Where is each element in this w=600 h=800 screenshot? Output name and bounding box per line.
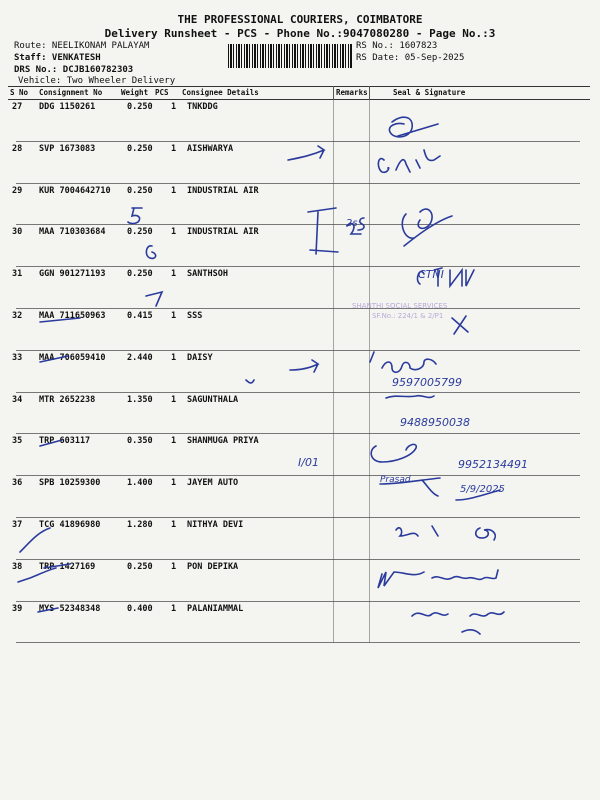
cell-pcs: 1 <box>171 311 177 321</box>
cell-sno: 37 <box>12 520 23 530</box>
cell-weight: 0.250 <box>127 269 153 280</box>
cell-consignment: MAA 711650963 <box>39 311 106 321</box>
phone-34: 9488950038 <box>400 416 470 429</box>
cell-consignee: SSS <box>187 311 203 321</box>
cell-consignment: KUR 7004642710 <box>39 185 111 196</box>
stamp-line-2: SF.No.: 224/1 & 2/P1 <box>372 312 444 320</box>
cell-weight: 0.350 <box>127 436 153 447</box>
cell-sno: 38 <box>12 561 23 572</box>
remarks-divider <box>333 86 334 100</box>
route-label: Route: NEELIKONAM PALAYAM <box>14 41 150 51</box>
seal-divider <box>369 86 370 100</box>
cell-consignee: SHANMUGA PRIYA <box>187 436 259 447</box>
table-top-border <box>8 86 590 87</box>
cell-pcs: 1 <box>171 603 177 614</box>
table-row <box>8 142 588 183</box>
cell-pcs: 1 <box>171 185 177 196</box>
name-36: Prasad <box>380 475 411 485</box>
cell-weight: 1.350 <box>127 394 153 405</box>
row-divider <box>16 642 580 643</box>
table-row <box>8 267 588 308</box>
cell-consignment: TCG 41896980 <box>39 520 101 530</box>
cell-pcs: 1 <box>171 436 177 447</box>
cell-consignment: GGN 901271193 <box>39 269 106 280</box>
cell-consignment: MAA 710303684 <box>39 227 106 238</box>
table-row <box>8 351 588 392</box>
cell-consignee: TNKDDG <box>187 102 218 112</box>
cell-sno: 35 <box>12 436 23 447</box>
cell-consignee: NITHYA DEVI <box>187 520 244 530</box>
cell-weight: 0.250 <box>127 227 153 238</box>
remark-35: I/01 <box>298 456 319 469</box>
cell-consignment: SPB 10259300 <box>39 478 101 489</box>
cell-consignee: JAYEM AUTO <box>187 478 239 489</box>
rs-number: RS No.: 1607823 <box>356 41 438 51</box>
cell-sno: 32 <box>12 311 23 321</box>
drs-value: DCJB160782303 <box>62 65 134 75</box>
column-divider <box>369 100 370 643</box>
col-remarks: Remarks <box>336 88 368 97</box>
cell-consignee: DAISY <box>187 352 213 363</box>
drs-number <box>14 65 133 75</box>
cell-pcs: 1 <box>171 143 177 154</box>
vehicle-label: Vehicle: Two Wheeler Delivery <box>18 76 176 86</box>
cell-sno: 33 <box>12 352 23 363</box>
cell-weight: 0.250 <box>127 561 153 572</box>
col-seal: Seal & Signature <box>393 88 466 97</box>
cell-weight: 0.415 <box>127 311 153 321</box>
date-36: 5/9/2025 <box>460 484 505 495</box>
remark-29-text: 2s <box>346 218 358 229</box>
phone-35: 9952134491 <box>458 458 528 471</box>
cell-pcs: 1 <box>171 394 177 405</box>
cell-sno: 30 <box>12 227 23 238</box>
table-row <box>8 434 588 475</box>
cell-consignment: TRP 1427169 <box>39 561 96 572</box>
table-row <box>8 476 588 517</box>
cell-pcs: 1 <box>171 227 177 238</box>
cell-weight: 1.280 <box>127 520 153 530</box>
handwriting-31: CTNI <box>418 268 444 281</box>
cell-sno: 27 <box>12 102 23 112</box>
cell-weight: 0.250 <box>127 185 153 196</box>
cell-pcs: 1 <box>171 520 177 530</box>
table-row <box>8 100 588 141</box>
table-row <box>8 518 588 559</box>
col-weight: Weight <box>121 88 149 97</box>
cell-consignee: PON DEPIKA <box>187 561 239 572</box>
cell-consignee: PALANIAMMAL <box>187 603 244 614</box>
cell-sno: 28 <box>12 143 23 154</box>
cell-consignee: INDUSTRIAL AIR <box>187 227 259 238</box>
staff-label: Staff: VENKATESH <box>14 53 101 63</box>
runsheet-subtitle: Delivery Runsheet - PCS - Phone No.:9047080280 - Page No.:3 <box>104 27 496 40</box>
phone-33: 9597005799 <box>392 376 462 389</box>
cell-pcs: 1 <box>171 269 177 280</box>
col-pcs: PCS <box>155 88 169 97</box>
cell-sno: 39 <box>12 603 23 614</box>
cell-weight: 0.250 <box>127 102 153 112</box>
cell-consignee: INDUSTRIAL AIR <box>187 185 259 196</box>
cell-consignment: MTR 2652238 <box>39 394 96 405</box>
cell-consignee: SAGUNTHALA <box>187 394 239 405</box>
cell-consignment: SVP 1673083 <box>39 143 96 154</box>
barcode-image <box>228 44 352 68</box>
cell-consignee: AISHWARYA <box>187 143 234 154</box>
cell-consignment: MYS 52348348 <box>39 603 101 614</box>
cell-consignment: MAA 706059410 <box>39 352 106 363</box>
cell-sno: 36 <box>12 478 23 489</box>
col-consignee: Consignee Details <box>182 88 259 97</box>
table-row <box>8 309 588 350</box>
cell-sno: 34 <box>12 394 23 405</box>
table-row <box>8 602 588 643</box>
cell-weight: 2.440 <box>127 352 153 363</box>
table-row <box>8 560 588 601</box>
cell-weight: 0.250 <box>127 143 153 154</box>
cell-sno: 31 <box>12 269 23 280</box>
cell-consignee: SANTHSOH <box>187 269 228 280</box>
company-title: THE PROFESSIONAL COURIERS, COIMBATORE <box>177 13 423 26</box>
cell-pcs: 1 <box>171 352 177 363</box>
table-row <box>8 393 588 434</box>
cell-consignment: DDG 1150261 <box>39 102 96 112</box>
column-divider <box>333 100 334 643</box>
rs-date: RS Date: 05-Sep-2025 <box>356 53 465 63</box>
cell-pcs: 1 <box>171 102 177 112</box>
cell-sno: 29 <box>12 185 23 196</box>
table-row <box>8 184 588 225</box>
col-sno: S No <box>10 88 29 97</box>
drs-label: DRS No.: <box>14 65 58 75</box>
cell-weight: 0.400 <box>127 603 153 614</box>
cell-pcs: 1 <box>171 478 177 489</box>
stamp-line-1: SHANTHI SOCIAL SERVICES <box>352 302 448 310</box>
col-consignment: Consignment No <box>39 88 103 97</box>
table-row <box>8 225 588 266</box>
cell-pcs: 1 <box>171 561 177 572</box>
cell-consignment: TRP 603117 <box>39 436 91 447</box>
cell-weight: 1.400 <box>127 478 153 489</box>
